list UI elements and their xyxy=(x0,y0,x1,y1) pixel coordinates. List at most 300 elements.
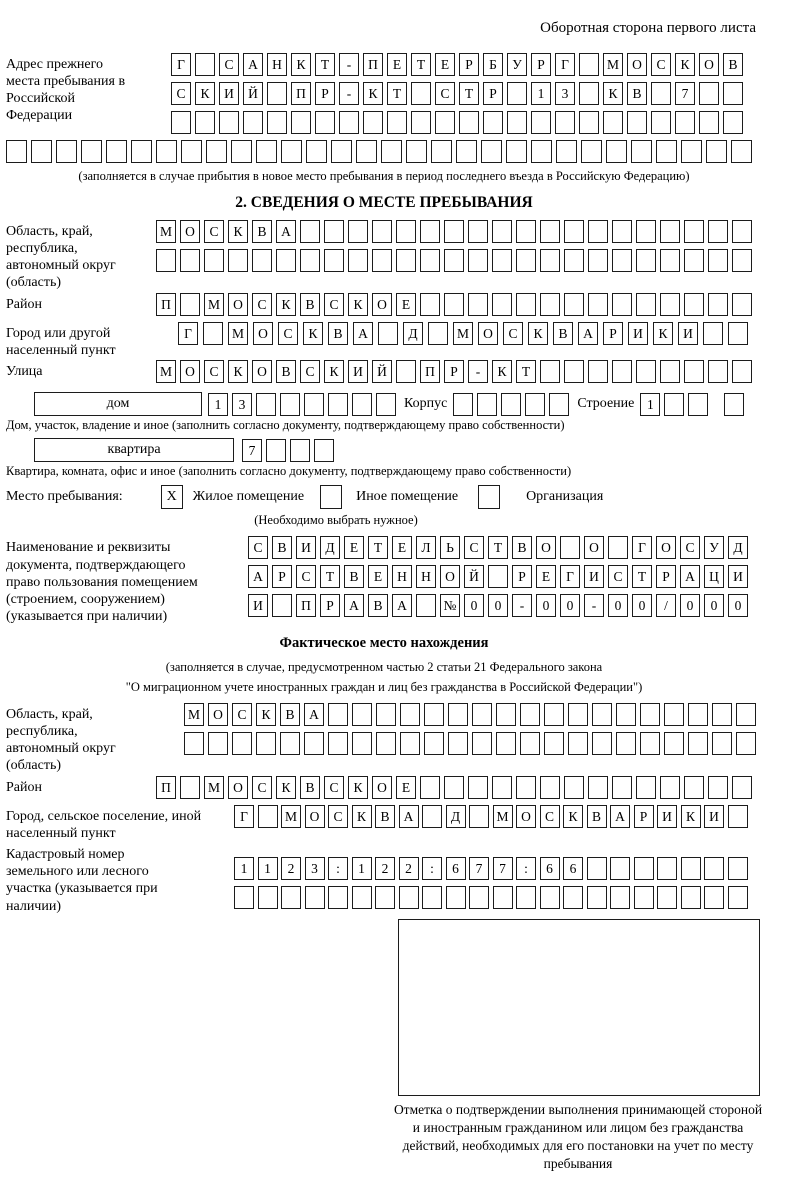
char-cell[interactable]: О xyxy=(228,776,248,799)
char-cell[interactable] xyxy=(281,886,301,909)
char-cell[interactable] xyxy=(420,220,440,243)
char-cell[interactable]: М xyxy=(204,776,224,799)
char-cell[interactable]: 6 xyxy=(446,857,466,880)
checkbox-other-premises[interactable] xyxy=(320,485,342,509)
char-cell[interactable] xyxy=(723,82,743,105)
char-cell[interactable]: В xyxy=(272,536,292,559)
char-cell[interactable] xyxy=(636,220,656,243)
char-cell[interactable] xyxy=(444,293,464,316)
char-cell[interactable]: С xyxy=(204,220,224,243)
char-cell[interactable]: Р xyxy=(603,322,623,345)
char-cell[interactable]: К xyxy=(681,805,701,828)
char-cell[interactable] xyxy=(272,594,292,617)
char-cell[interactable]: О xyxy=(305,805,325,828)
char-cell[interactable]: Т xyxy=(315,53,335,76)
char-cell[interactable]: Т xyxy=(320,565,340,588)
char-cell[interactable]: И xyxy=(628,322,648,345)
char-cell[interactable] xyxy=(156,249,176,272)
char-cell[interactable]: О xyxy=(252,360,272,383)
char-cell[interactable] xyxy=(660,220,680,243)
char-cell[interactable] xyxy=(520,732,540,755)
char-cell[interactable] xyxy=(732,360,752,383)
char-cell[interactable]: 1 xyxy=(234,857,254,880)
char-cell[interactable] xyxy=(400,732,420,755)
char-cell[interactable]: Л xyxy=(416,536,436,559)
char-cell[interactable]: И xyxy=(678,322,698,345)
char-cell[interactable]: В xyxy=(587,805,607,828)
char-cell[interactable] xyxy=(732,293,752,316)
char-cell[interactable] xyxy=(684,360,704,383)
char-cell[interactable]: С xyxy=(464,536,484,559)
char-cell[interactable]: М xyxy=(184,703,204,726)
char-cell[interactable] xyxy=(56,140,77,163)
char-cell[interactable] xyxy=(636,293,656,316)
char-cell[interactable] xyxy=(732,220,752,243)
char-cell[interactable]: - xyxy=(584,594,604,617)
char-cell[interactable] xyxy=(315,111,335,134)
char-cell[interactable]: К xyxy=(348,776,368,799)
char-cell[interactable]: С xyxy=(219,53,239,76)
char-cell[interactable]: У xyxy=(507,53,527,76)
char-cell[interactable]: Т xyxy=(368,536,388,559)
char-cell[interactable] xyxy=(444,776,464,799)
char-cell[interactable] xyxy=(728,805,748,828)
char-cell[interactable] xyxy=(396,360,416,383)
char-cell[interactable]: 0 xyxy=(680,594,700,617)
char-cell[interactable]: А xyxy=(276,220,296,243)
char-cell[interactable] xyxy=(363,111,383,134)
char-cell[interactable]: С xyxy=(608,565,628,588)
char-cell[interactable] xyxy=(372,220,392,243)
char-cell[interactable] xyxy=(376,732,396,755)
char-cell[interactable]: Н xyxy=(392,565,412,588)
char-cell[interactable]: Т xyxy=(459,82,479,105)
char-cell[interactable] xyxy=(516,886,536,909)
char-cell[interactable] xyxy=(588,220,608,243)
char-cell[interactable] xyxy=(531,111,551,134)
char-cell[interactable]: Р xyxy=(634,805,654,828)
char-cell[interactable]: 0 xyxy=(632,594,652,617)
char-cell[interactable]: К xyxy=(528,322,548,345)
char-cell[interactable]: № xyxy=(440,594,460,617)
char-cell[interactable]: 1 xyxy=(258,857,278,880)
char-cell[interactable] xyxy=(579,111,599,134)
char-cell[interactable] xyxy=(728,857,748,880)
char-cell[interactable] xyxy=(420,293,440,316)
char-cell[interactable]: С xyxy=(324,776,344,799)
char-cell[interactable]: В xyxy=(512,536,532,559)
char-cell[interactable] xyxy=(481,140,502,163)
char-cell[interactable] xyxy=(636,360,656,383)
char-cell[interactable]: М xyxy=(493,805,513,828)
char-cell[interactable]: 3 xyxy=(305,857,325,880)
char-cell[interactable] xyxy=(688,732,708,755)
char-cell[interactable]: 0 xyxy=(728,594,748,617)
char-cell[interactable] xyxy=(681,140,702,163)
char-cell[interactable] xyxy=(531,140,552,163)
char-cell[interactable] xyxy=(708,220,728,243)
char-cell[interactable] xyxy=(219,111,239,134)
char-cell[interactable]: Е xyxy=(396,776,416,799)
char-cell[interactable] xyxy=(228,249,248,272)
char-cell[interactable]: О xyxy=(627,53,647,76)
char-cell[interactable] xyxy=(564,776,584,799)
char-cell[interactable] xyxy=(549,393,569,416)
char-cell[interactable]: А xyxy=(392,594,412,617)
char-cell[interactable]: О xyxy=(180,220,200,243)
char-cell[interactable] xyxy=(634,886,654,909)
char-cell[interactable]: В xyxy=(368,594,388,617)
char-cell[interactable]: К xyxy=(195,82,215,105)
char-cell[interactable]: 1 xyxy=(531,82,551,105)
char-cell[interactable]: С xyxy=(435,82,455,105)
char-cell[interactable]: С xyxy=(300,360,320,383)
char-cell[interactable] xyxy=(305,886,325,909)
char-cell[interactable] xyxy=(555,111,575,134)
char-cell[interactable] xyxy=(704,886,724,909)
char-cell[interactable]: О xyxy=(180,360,200,383)
char-cell[interactable] xyxy=(356,140,377,163)
char-cell[interactable] xyxy=(328,732,348,755)
char-cell[interactable] xyxy=(712,703,732,726)
char-cell[interactable]: Е xyxy=(536,565,556,588)
char-cell[interactable] xyxy=(564,293,584,316)
char-cell[interactable]: О xyxy=(536,536,556,559)
char-cell[interactable]: О xyxy=(516,805,536,828)
char-cell[interactable]: 2 xyxy=(375,857,395,880)
char-cell[interactable]: 7 xyxy=(469,857,489,880)
char-cell[interactable] xyxy=(243,111,263,134)
char-cell[interactable] xyxy=(564,360,584,383)
char-cell[interactable] xyxy=(444,220,464,243)
char-cell[interactable]: В xyxy=(252,220,272,243)
char-cell[interactable]: 2 xyxy=(399,857,419,880)
char-cell[interactable]: Е xyxy=(387,53,407,76)
char-cell[interactable] xyxy=(657,886,677,909)
char-cell[interactable] xyxy=(540,886,560,909)
char-cell[interactable] xyxy=(699,82,719,105)
char-cell[interactable] xyxy=(712,732,732,755)
char-cell[interactable]: О xyxy=(656,536,676,559)
char-cell[interactable]: К xyxy=(276,293,296,316)
char-cell[interactable] xyxy=(469,805,489,828)
char-cell[interactable] xyxy=(396,249,416,272)
char-cell[interactable] xyxy=(232,732,252,755)
char-cell[interactable] xyxy=(660,776,680,799)
char-cell[interactable] xyxy=(540,776,560,799)
char-cell[interactable] xyxy=(180,249,200,272)
char-cell[interactable]: Р xyxy=(320,594,340,617)
checkbox-organization[interactable] xyxy=(478,485,500,509)
char-cell[interactable]: Е xyxy=(368,565,388,588)
char-cell[interactable] xyxy=(627,111,647,134)
char-cell[interactable] xyxy=(435,111,455,134)
char-cell[interactable]: И xyxy=(219,82,239,105)
char-cell[interactable]: К xyxy=(303,322,323,345)
char-cell[interactable] xyxy=(184,732,204,755)
char-cell[interactable]: О xyxy=(584,536,604,559)
char-cell[interactable] xyxy=(588,776,608,799)
char-cell[interactable] xyxy=(616,703,636,726)
char-cell[interactable]: 1 xyxy=(352,857,372,880)
char-cell[interactable] xyxy=(606,140,627,163)
char-cell[interactable] xyxy=(540,249,560,272)
char-cell[interactable] xyxy=(300,249,320,272)
char-cell[interactable]: Е xyxy=(435,53,455,76)
char-cell[interactable]: С xyxy=(328,805,348,828)
char-cell[interactable]: А xyxy=(304,703,324,726)
char-cell[interactable]: К xyxy=(348,293,368,316)
char-cell[interactable] xyxy=(468,220,488,243)
char-cell[interactable]: 3 xyxy=(555,82,575,105)
char-cell[interactable]: С xyxy=(680,536,700,559)
char-cell[interactable] xyxy=(608,536,628,559)
char-cell[interactable]: 7 xyxy=(242,439,262,462)
char-cell[interactable]: С xyxy=(278,322,298,345)
char-cell[interactable] xyxy=(660,293,680,316)
char-cell[interactable]: П xyxy=(420,360,440,383)
char-cell[interactable]: Д xyxy=(320,536,340,559)
char-cell[interactable] xyxy=(81,140,102,163)
char-cell[interactable] xyxy=(612,249,632,272)
char-cell[interactable]: В xyxy=(300,776,320,799)
char-cell[interactable]: 0 xyxy=(704,594,724,617)
char-cell[interactable] xyxy=(587,857,607,880)
char-cell[interactable] xyxy=(171,111,191,134)
char-cell[interactable] xyxy=(290,439,310,462)
char-cell[interactable] xyxy=(483,111,503,134)
char-cell[interactable] xyxy=(684,293,704,316)
char-cell[interactable] xyxy=(496,732,516,755)
char-cell[interactable]: П xyxy=(291,82,311,105)
char-cell[interactable] xyxy=(728,886,748,909)
char-cell[interactable] xyxy=(688,703,708,726)
char-cell[interactable] xyxy=(544,703,564,726)
char-cell[interactable] xyxy=(411,111,431,134)
char-cell[interactable] xyxy=(267,111,287,134)
char-cell[interactable]: К xyxy=(276,776,296,799)
char-cell[interactable] xyxy=(657,857,677,880)
char-cell[interactable] xyxy=(396,220,416,243)
char-cell[interactable]: С xyxy=(232,703,252,726)
char-cell[interactable]: 0 xyxy=(488,594,508,617)
char-cell[interactable] xyxy=(375,886,395,909)
char-cell[interactable] xyxy=(304,393,324,416)
char-cell[interactable]: А xyxy=(243,53,263,76)
char-cell[interactable]: 6 xyxy=(540,857,560,880)
char-cell[interactable]: - xyxy=(512,594,532,617)
char-cell[interactable]: Г xyxy=(178,322,198,345)
char-cell[interactable] xyxy=(352,703,372,726)
char-cell[interactable]: К xyxy=(324,360,344,383)
char-cell[interactable]: : xyxy=(422,857,442,880)
char-cell[interactable] xyxy=(431,140,452,163)
char-cell[interactable] xyxy=(252,249,272,272)
char-cell[interactable] xyxy=(492,220,512,243)
char-cell[interactable] xyxy=(516,293,536,316)
char-cell[interactable] xyxy=(106,140,127,163)
char-cell[interactable]: С xyxy=(540,805,560,828)
char-cell[interactable] xyxy=(516,249,536,272)
char-cell[interactable] xyxy=(472,732,492,755)
char-cell[interactable]: Т xyxy=(411,53,431,76)
char-cell[interactable] xyxy=(724,393,744,416)
char-cell[interactable] xyxy=(568,732,588,755)
char-cell[interactable]: 0 xyxy=(536,594,556,617)
char-cell[interactable]: С xyxy=(252,293,272,316)
char-cell[interactable] xyxy=(328,703,348,726)
char-cell[interactable]: К xyxy=(256,703,276,726)
char-cell[interactable]: Р xyxy=(512,565,532,588)
char-cell[interactable] xyxy=(732,776,752,799)
char-cell[interactable] xyxy=(723,111,743,134)
char-cell[interactable] xyxy=(300,220,320,243)
char-cell[interactable] xyxy=(501,393,521,416)
char-cell[interactable] xyxy=(728,322,748,345)
char-cell[interactable]: Е xyxy=(344,536,364,559)
char-cell[interactable] xyxy=(634,857,654,880)
char-cell[interactable]: П xyxy=(363,53,383,76)
char-cell[interactable]: А xyxy=(353,322,373,345)
char-cell[interactable]: И xyxy=(348,360,368,383)
char-cell[interactable] xyxy=(603,111,623,134)
char-cell[interactable] xyxy=(525,393,545,416)
char-cell[interactable] xyxy=(579,82,599,105)
char-cell[interactable] xyxy=(376,393,396,416)
char-cell[interactable] xyxy=(234,886,254,909)
char-cell[interactable]: С xyxy=(324,293,344,316)
char-cell[interactable] xyxy=(506,140,527,163)
char-cell[interactable] xyxy=(581,140,602,163)
char-cell[interactable] xyxy=(468,293,488,316)
char-cell[interactable] xyxy=(640,732,660,755)
char-cell[interactable] xyxy=(660,249,680,272)
char-cell[interactable] xyxy=(314,439,334,462)
char-cell[interactable]: Р xyxy=(656,565,676,588)
char-cell[interactable]: 0 xyxy=(560,594,580,617)
char-cell[interactable] xyxy=(708,249,728,272)
char-cell[interactable] xyxy=(204,249,224,272)
char-cell[interactable] xyxy=(560,536,580,559)
char-cell[interactable]: О xyxy=(253,322,273,345)
char-cell[interactable]: В xyxy=(627,82,647,105)
char-cell[interactable] xyxy=(681,886,701,909)
char-cell[interactable] xyxy=(612,220,632,243)
char-cell[interactable]: С xyxy=(503,322,523,345)
char-cell[interactable] xyxy=(208,732,228,755)
char-cell[interactable]: О xyxy=(208,703,228,726)
char-cell[interactable] xyxy=(324,249,344,272)
char-cell[interactable] xyxy=(180,776,200,799)
char-cell[interactable] xyxy=(684,220,704,243)
char-cell[interactable] xyxy=(587,886,607,909)
char-cell[interactable]: - xyxy=(468,360,488,383)
char-cell[interactable]: 2 xyxy=(281,857,301,880)
char-cell[interactable]: 0 xyxy=(608,594,628,617)
char-cell[interactable] xyxy=(472,703,492,726)
char-cell[interactable]: Т xyxy=(516,360,536,383)
char-cell[interactable] xyxy=(651,111,671,134)
char-cell[interactable]: К xyxy=(291,53,311,76)
char-cell[interactable] xyxy=(492,293,512,316)
char-cell[interactable] xyxy=(708,776,728,799)
char-cell[interactable] xyxy=(459,111,479,134)
char-cell[interactable] xyxy=(424,703,444,726)
char-cell[interactable] xyxy=(477,393,497,416)
char-cell[interactable]: К xyxy=(228,220,248,243)
char-cell[interactable]: 6 xyxy=(563,857,583,880)
char-cell[interactable] xyxy=(258,805,278,828)
char-cell[interactable]: Й xyxy=(243,82,263,105)
char-cell[interactable] xyxy=(612,776,632,799)
char-cell[interactable]: К xyxy=(675,53,695,76)
char-cell[interactable]: О xyxy=(478,322,498,345)
char-cell[interactable]: И xyxy=(728,565,748,588)
char-cell[interactable] xyxy=(507,82,527,105)
char-cell[interactable] xyxy=(352,393,372,416)
char-cell[interactable] xyxy=(660,360,680,383)
char-cell[interactable] xyxy=(610,857,630,880)
char-cell[interactable] xyxy=(444,249,464,272)
char-cell[interactable] xyxy=(588,249,608,272)
char-cell[interactable]: В xyxy=(344,565,364,588)
char-cell[interactable]: А xyxy=(680,565,700,588)
char-cell[interactable]: 1 xyxy=(208,393,228,416)
char-cell[interactable]: М xyxy=(453,322,473,345)
char-cell[interactable] xyxy=(684,249,704,272)
char-cell[interactable]: Й xyxy=(464,565,484,588)
char-cell[interactable] xyxy=(328,393,348,416)
char-cell[interactable] xyxy=(731,140,752,163)
char-cell[interactable]: К xyxy=(352,805,372,828)
char-cell[interactable] xyxy=(563,886,583,909)
char-cell[interactable] xyxy=(381,140,402,163)
char-cell[interactable] xyxy=(378,322,398,345)
char-cell[interactable] xyxy=(399,886,419,909)
char-cell[interactable] xyxy=(592,703,612,726)
char-cell[interactable] xyxy=(736,732,756,755)
char-cell[interactable] xyxy=(488,565,508,588)
char-cell[interactable]: Г xyxy=(555,53,575,76)
char-cell[interactable]: К xyxy=(563,805,583,828)
char-cell[interactable]: В xyxy=(723,53,743,76)
char-cell[interactable] xyxy=(588,293,608,316)
char-cell[interactable]: С xyxy=(651,53,671,76)
char-cell[interactable] xyxy=(468,249,488,272)
char-cell[interactable]: Р xyxy=(531,53,551,76)
char-cell[interactable]: К xyxy=(492,360,512,383)
char-cell[interactable] xyxy=(636,249,656,272)
char-cell[interactable] xyxy=(540,360,560,383)
char-cell[interactable] xyxy=(706,140,727,163)
char-cell[interactable]: И xyxy=(584,565,604,588)
char-cell[interactable]: Р xyxy=(459,53,479,76)
char-cell[interactable]: А xyxy=(344,594,364,617)
apartment-type-box[interactable]: квартира xyxy=(34,438,234,462)
char-cell[interactable] xyxy=(708,293,728,316)
char-cell[interactable] xyxy=(556,140,577,163)
char-cell[interactable]: В xyxy=(553,322,573,345)
char-cell[interactable] xyxy=(564,249,584,272)
char-cell[interactable] xyxy=(267,82,287,105)
char-cell[interactable] xyxy=(544,732,564,755)
char-cell[interactable]: К xyxy=(653,322,673,345)
char-cell[interactable] xyxy=(516,220,536,243)
char-cell[interactable] xyxy=(181,140,202,163)
char-cell[interactable] xyxy=(516,776,536,799)
char-cell[interactable]: Е xyxy=(392,536,412,559)
char-cell[interactable]: С xyxy=(204,360,224,383)
